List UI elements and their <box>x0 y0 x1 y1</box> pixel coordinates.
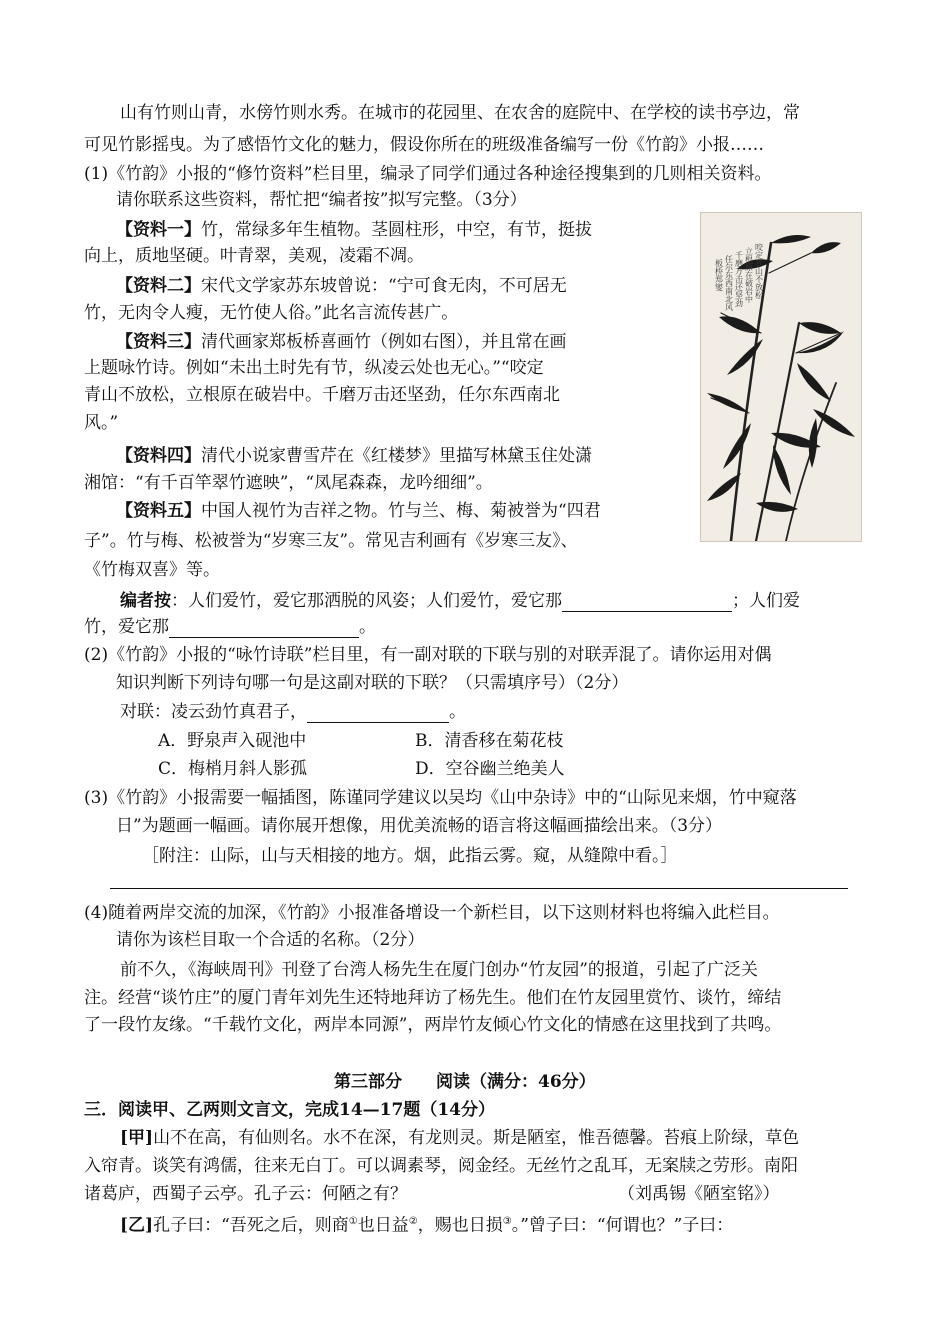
q3-answer-line[interactable] <box>110 888 848 889</box>
q2-line-1: (2)《竹韵》小报的“咏竹诗联”栏目里，有一副对联的下联与别的对联弄混了。请你运用对偶 <box>84 645 772 665</box>
material-1-text: 竹，常绿多年生植物。茎圆柱形，中空，有节，挺拔 <box>201 220 592 240</box>
material-3-tag: 【资料三】 <box>116 332 201 352</box>
editor-note-line-1 <box>120 590 800 612</box>
jia-line-3: 诸葛庐，西蜀子云亭。孔子云：何陋之有？ <box>84 1184 407 1204</box>
material-3-line-1 <box>116 331 567 353</box>
poem-col-1: 咬定青山不放松 <box>754 243 764 299</box>
footnote-1: ① <box>348 1216 358 1227</box>
material-1-line-1 <box>116 219 592 241</box>
poem-col-2: 立根原在破岩中 <box>744 247 754 303</box>
part3-title: 第三部分 阅读（满分：46分） <box>334 1072 596 1092</box>
q4-passage-line-1: 前不久，《海峡周刊》刊登了台湾人杨先生在厦门创办“竹友园”的报道，引起了广泛关 <box>120 960 758 980</box>
editor-note-line-2 <box>84 616 376 638</box>
material-2-tag: 【资料二】 <box>116 276 201 296</box>
editor-note-text-3: 竹，爱它那 <box>84 617 169 637</box>
material-5-line-3: 《竹梅双喜》等。 <box>84 560 220 580</box>
material-1-line-2: 向上，质地坚硬。叶青翠，美观，凌霜不凋。 <box>84 246 424 266</box>
q2-line-2: 知识判断下列诗句哪一句是这副对联的下联？（只需填序号）（2分） <box>116 673 629 693</box>
yi-text-2: 也日益 <box>357 1215 409 1236</box>
material-4-tag: 【资料四】 <box>116 446 201 466</box>
material-4-line-1 <box>116 445 592 467</box>
option-c: C．梅梢月斜人影孤 <box>158 759 308 779</box>
q4-line-2: 请你为该栏目取一个合适的名称。（2分） <box>116 930 425 950</box>
q1-line-2: 请你联系这些资料，帮忙把“编者按”拟写完整。（3分） <box>116 190 527 210</box>
option-d: D．空谷幽兰绝美人 <box>415 759 565 779</box>
section-3-heading: 三．阅读甲、乙两则文言文，完成14—17题（14分） <box>84 1100 495 1120</box>
editor-note-text-2: ；人们爱 <box>732 591 800 611</box>
yi-text-1: 孔子曰：“吾死之后，则商 <box>153 1215 349 1236</box>
editor-note-text-4: 。 <box>359 617 376 637</box>
material-2-line-2: 竹，无肉令人瘦，无竹使人俗。”此名言流传甚广。 <box>84 303 459 323</box>
material-1-tag: 【资料一】 <box>116 220 201 240</box>
q1-line-1: (1)《竹韵》小报的“修竹资料”栏目里，编录了同学们通过各种途径搜集到的几则相关资料。 <box>84 164 772 184</box>
q2-couplet <box>120 701 466 723</box>
yi-line-1 <box>120 1211 733 1237</box>
material-5-tag: 【资料五】 <box>116 501 201 521</box>
couplet-upper: 对联：凌云劲竹真君子， <box>120 702 307 722</box>
q4-passage-line-2: 注。经营“谈竹庄”的厦门青年刘先生还特地拜访了杨先生。他们在竹友园里赏竹、谈竹，缔结 <box>84 988 782 1008</box>
material-4-line-2: 湘馆：“有千百竿翠竹遮映”，“凤尾森森，龙吟细细”。 <box>84 473 493 493</box>
q4-passage-line-3: 了一段竹友缘。“千载竹文化，两岸本同源”，两岸竹友倾心竹文化的情感在这里找到了共鸣。 <box>84 1015 782 1035</box>
bamboo-ink-drawing <box>701 213 861 541</box>
couplet-end: 。 <box>449 702 466 722</box>
material-4-text: 清代小说家曹雪芹在《红楼梦》里描写林黛玉住处潇 <box>201 446 592 466</box>
editor-blank-2[interactable] <box>169 619 359 638</box>
yi-tag: [乙] <box>120 1215 154 1236</box>
poem-signature: 板桥郑燮 <box>714 259 724 291</box>
material-3-text: 清代画家郑板桥喜画竹（例如右图），并且常在画 <box>201 332 567 352</box>
material-3-line-4: 风。” <box>84 413 119 433</box>
q3-note: ［附注：山际，山与天相接的地方。烟，此指云雾。窥，从缝隙中看。］ <box>142 846 678 866</box>
editor-note-tag: 编者按 <box>120 591 171 611</box>
jia-text-1: 山不在高，有仙则名。水不在深，有龙则灵。斯是陋室，惟吾德馨。苔痕上阶绿，草色 <box>153 1128 800 1148</box>
q4-line-1: (4)随着两岸交流的加深，《竹韵》小报准备增设一个新栏目，以下这则材料也将编入此栏目。 <box>84 903 780 923</box>
jia-source: （刘禹锡《陋室铭》） <box>618 1184 780 1204</box>
material-2-line-1 <box>116 275 567 297</box>
jia-tag: [甲] <box>120 1128 154 1148</box>
jia-line-2: 入帘青。谈笑有鸿儒，往来无白丁。可以调素琴，阅金经。无丝竹之乱耳，无案牍之劳形。南阳 <box>84 1156 798 1176</box>
material-3-line-3: 青山不放松，立根原在破岩中。千磨万击还坚劲，任尔东西南北 <box>84 385 560 405</box>
material-2-text: 宋代文学家苏东坡曾说：“宁可食无肉，不可居无 <box>201 276 567 296</box>
footnote-2: ② <box>408 1216 418 1227</box>
poem-col-4: 任尔东西南北风 <box>724 255 734 311</box>
option-b: B．清香移在菊花枝 <box>415 731 564 751</box>
q3-line-2: 日”为题画一幅画。请你展开想像，用优美流畅的语言将这幅画描绘出来。（3分） <box>116 816 723 836</box>
editor-note-text-1: ：人们爱竹，爱它那洒脱的风姿；人们爱竹，爱它那 <box>171 591 562 611</box>
material-3-line-2: 上题咏竹诗。例如“未出土时先有节，纵凌云处也无心。”“咬定 <box>84 358 544 378</box>
intro-line-2: 可见竹影摇曳。为了感悟竹文化的魅力，假设你所在的班级准备编写一份《竹韵》小报…… <box>84 135 764 155</box>
yi-text-4: 。”曾子曰：“何谓也？”子曰： <box>511 1215 734 1236</box>
material-5-text: 中国人视竹为吉祥之物。竹与兰、梅、菊被誉为“四君 <box>201 501 601 521</box>
q3-line-1: (3)《竹韵》小报需要一幅插图，陈谨同学建议以吴均《山中杂诗》中的“山际见来烟，竹中窥落 <box>84 788 797 808</box>
bamboo-painting <box>700 212 862 542</box>
material-5-line-1 <box>116 500 601 522</box>
footnote-3: ③ <box>502 1216 512 1227</box>
jia-line-1 <box>120 1127 799 1149</box>
yi-text-3: ，赐也日损 <box>417 1215 503 1236</box>
intro-line-1: 山有竹则山青，水傍竹则水秀。在城市的花园里、在农舍的庭院中、在学校的读书亭边，常 <box>120 103 800 123</box>
poem-col-3: 千磨万击还坚劲 <box>734 251 744 307</box>
option-a: A．野泉声入砚池中 <box>158 731 307 751</box>
couplet-blank[interactable] <box>307 704 449 723</box>
editor-blank-1[interactable] <box>562 593 732 612</box>
material-5-line-2: 子”。竹与梅、松被誉为“岁寒三友”。常见吉利画有《岁寒三友》、 <box>84 531 578 551</box>
